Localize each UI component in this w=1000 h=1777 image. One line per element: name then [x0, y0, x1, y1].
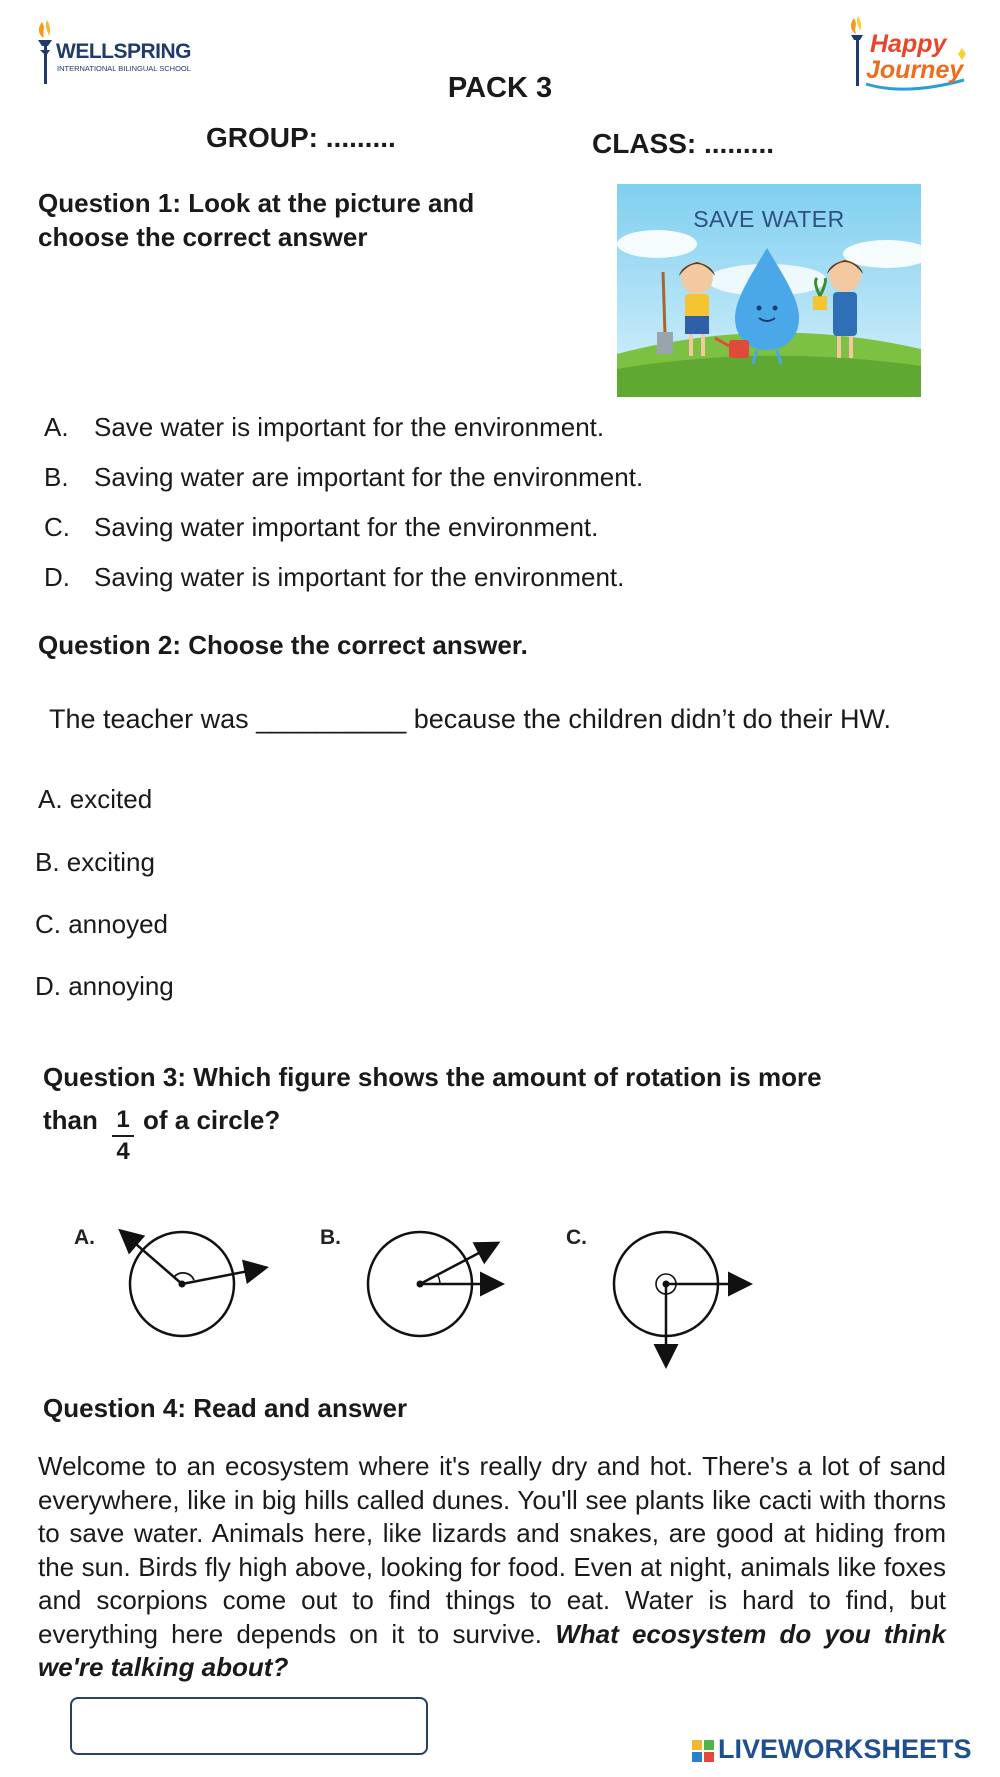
figure-c-label: C.: [566, 1226, 587, 1249]
passage-question: What ecosystem do you think we're talking about?: [38, 1618, 946, 1682]
save-water-picture: [617, 184, 921, 397]
wellspring-subtitle: INTERNATIONAL BILINGUAL SCHOOL: [57, 64, 191, 73]
group-field[interactable]: GROUP: .........: [206, 122, 396, 153]
answer-input[interactable]: [70, 1697, 428, 1755]
happy-journey-line2: Journey: [866, 56, 964, 84]
question-2-prompt: Question 2: Choose the correct answer.: [38, 630, 528, 660]
figure-a[interactable]: [70, 1222, 270, 1372]
q2-option-b[interactable]: B. exciting: [35, 847, 155, 877]
question-3-prompt-than: than: [43, 1105, 98, 1135]
passage-text: Welcome to an ecosystem where it's really dry and hot. There's a lot of sand everywhere, like in big hills called dunes. You'll see plants like cacti with thorns to save water. Animals here, like lizards and snakes, are good at hiding from the sun. Birds fly high above, looking for food. Even at night, animals like foxes and scorpions come out to find things to eat. Water is hard to find, but everything here depends on it to survive.: [38, 1451, 946, 1649]
save-water-caption: SAVE WATER: [693, 206, 845, 232]
liveworksheets-text: LIVEWORKSHEETS: [718, 1734, 972, 1764]
page-title: PACK 3: [447, 72, 553, 104]
happy-journey-line1: Happy: [870, 30, 947, 58]
figure-b[interactable]: [316, 1222, 516, 1372]
q2-option-c[interactable]: C. annoyed: [35, 909, 168, 939]
fraction-one-quarter: [112, 1105, 134, 1167]
figure-b-label: B.: [320, 1226, 341, 1249]
class-field[interactable]: CLASS: .........: [592, 128, 775, 159]
question-2-sentence: The teacher was __________ because the children didn’t do their HW.: [49, 704, 892, 734]
question-3-prompt: Question 3: Which figure shows the amount of rotation is more: [43, 1062, 822, 1092]
figure-a-label: A.: [74, 1226, 95, 1249]
q2-option-a[interactable]: A. excited: [38, 784, 153, 814]
liveworksheets-brand: [692, 1734, 992, 1768]
q1-option-b[interactable]: B. Saving water are important for the environment.: [44, 462, 644, 492]
wellspring-name: WELLSPRING: [56, 40, 191, 63]
figure-c[interactable]: [562, 1222, 762, 1372]
fraction-denominator: 4: [116, 1138, 130, 1165]
liveworksheets-icon: [692, 1740, 714, 1762]
q2-option-d[interactable]: D. annoying: [35, 971, 174, 1001]
question-3-prompt-end: of a circle?: [143, 1105, 281, 1135]
question-1-prompt: Question 1: Look at the picture and choose the correct answer: [38, 188, 475, 252]
q1-option-c[interactable]: C. Saving water important for the environment.: [44, 512, 599, 542]
question-4-prompt: Question 4: Read and answer: [43, 1393, 408, 1423]
reading-passage: [38, 1450, 946, 1685]
q1-option-d[interactable]: D. Saving water is important for the environment.: [44, 562, 625, 592]
fraction-numerator: 1: [112, 1105, 134, 1137]
q1-option-a[interactable]: A. Save water is important for the environment.: [44, 412, 605, 442]
